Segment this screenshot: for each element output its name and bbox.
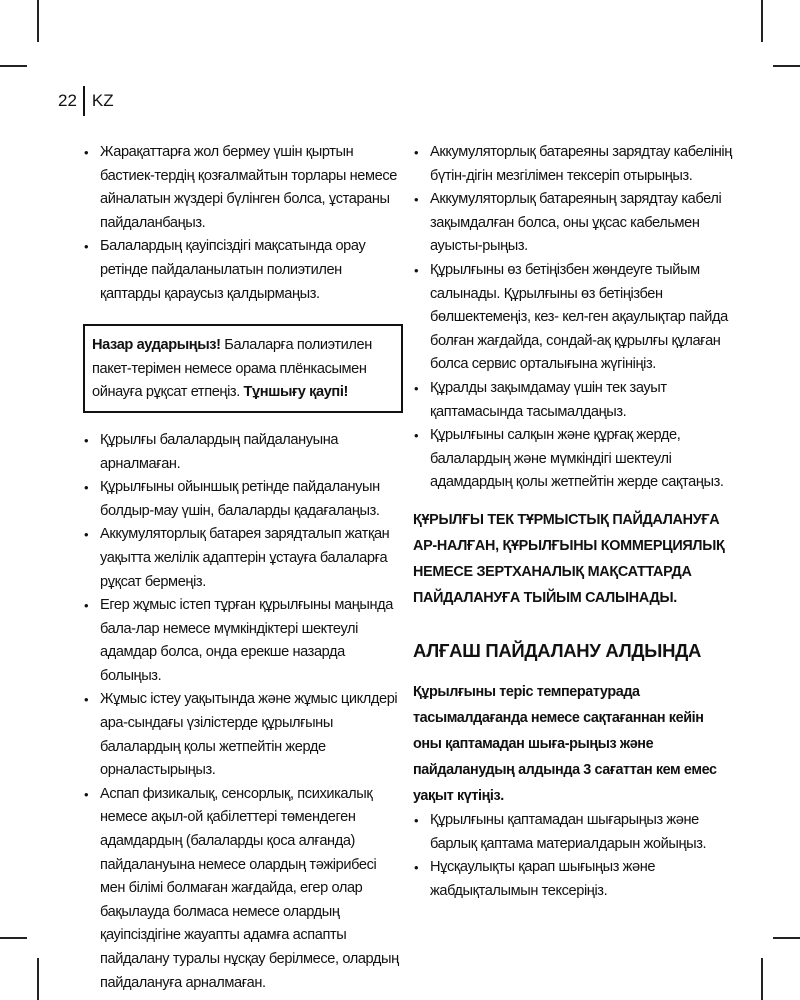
- list-item: • Аккумуляторлық батареяны зарядтау кабелінің бүтін-дігін мезгілімен тексеріп отырыңыз.: [413, 141, 733, 188]
- bullet-list: [83, 429, 403, 995]
- language-code: KZ: [91, 91, 114, 110]
- list-item: • Құрылғыны ойыншық ретінде пайдалануын болдыр-мау үшін, балаларды қадағалаңыз.: [83, 476, 403, 523]
- crop-mark: [761, 958, 763, 1000]
- bullet-list: [413, 809, 733, 903]
- section-title: АЛҒАШ ПАЙДАЛАНУ АЛДЫНДА: [413, 639, 702, 661]
- right-column: [413, 141, 733, 903]
- crop-mark: [0, 937, 27, 939]
- list-item: • Құрылғыны өз бетіңізбен жөндеуге тыйым салынады. Құрылғыны өз бетіңізбен бөлшектемеңіз, кез- кел-ген ақаулықтар пайда болған жағдайда, сондай-ақ құрылғы құлаған болса сервис орталығына жүгініңіз.: [413, 259, 733, 377]
- crop-mark: [773, 65, 800, 67]
- page-header: [58, 86, 114, 116]
- list-item: • Аккумуляторлық батарея зарядталып жатқан уақытта желілік адаптерін ұстауға балаларға рұқсат бермеңіз.: [83, 523, 403, 594]
- page-number: 22: [58, 91, 77, 110]
- crop-mark: [773, 937, 800, 939]
- bullet-list: [413, 141, 733, 495]
- crop-mark: [761, 0, 763, 42]
- bullet-list: [83, 141, 403, 306]
- warning-box: [83, 324, 403, 413]
- usage-notice: ҚҰРЫЛҒЫ ТЕК ТҰРМЫСТЫҚ ПАЙДАЛАНУҒА АР-НАЛҒАН, ҚҰРЫЛҒЫНЫ КОММЕРЦИЯЛЫҚ НЕМЕСЕ ЗЕРТХАНАЛЫҚ МАҚСАТТАРДА ПАЙДАЛАНУҒА ТЫЙЫМ САЛЫНАДЫ.: [413, 511, 725, 606]
- list-item: • Балалардың қауіпсіздігі мақсатында орау ретінде пайдаланылатын полиэтилен қаптарды қараусыз қалдырмаңыз.: [83, 235, 403, 306]
- crop-mark: [37, 958, 39, 1000]
- crop-mark: [0, 65, 27, 67]
- left-column: [83, 141, 403, 995]
- header-divider: [83, 86, 85, 116]
- list-item: • Жарақаттарға жол бермеу үшін қыртын бастиек-тердің қозғалмайтын торлары немесе айналатын жүздері бүлінген болса, ұстараны пайдаланбаңыз.: [83, 141, 403, 235]
- crop-mark: [37, 0, 39, 42]
- warning-lead: Назар аударыңыз!: [92, 337, 221, 354]
- list-item: • Құрылғыны салқын және құрғақ жерде, балалардың және мүмкіндігі шектеулі адамдардың қолы жетпейтін жерде сақтаңыз.: [413, 424, 733, 495]
- list-item: • Жұмыс істеу уақытында және жұмыс циклдері ара-сындағы үзілістерде құрылғыны балалардың қолы жетпейтін жерде орналастырыңыз.: [83, 688, 403, 782]
- list-item: • Нұсқаулықты қарап шығыңыз және жабдықталымын тексеріңіз.: [413, 856, 733, 903]
- list-item: • Аспап физикалық, сенсорлық, психикалық немесе ақыл-ой қабілеттері төмендеген адамдардың (балаларды қоса алғанда) пайдалануына немесе олардың тәжірибесі мен білімі болмаған жағдайда, егер олар бақылауда болмаса немесе олардың қауіпсіздігіне жауапты адамға аспапты пайдалану туралы нұсқау берілмесе, олардың пайдалануға арналмаған.: [83, 783, 403, 995]
- list-item: • Егер жұмыс істеп тұрған құрылғыны маңында бала-лар немесе мүмкіндіктері шектеулі адамдар болса, онда ерекше назарда болыңыз.: [83, 594, 403, 688]
- transport-notice: Құрылғыны теріс температурада тасымалдағанда немесе сақтағаннан кейін оны қаптамадан шыға-рыңыз және пайдаланудың алдында 3 сағаттан кем емес уақыт күтіңіз.: [413, 683, 717, 804]
- warning-text: Балаларға полиэтилен пакет-терімен немесе орама плёнкасымен ойнауға рұқсат етпеңіз.: [92, 337, 372, 401]
- list-item: • Құрылғы балалардың пайдалануына арналмаған.: [83, 429, 403, 476]
- list-item: • Аккумуляторлық батареяның зарядтау кабелі зақымдалған болса, оны ұқсас кабельмен ауысты-рыңыз.: [413, 188, 733, 259]
- list-item: • Құрылғыны қаптамадан шығарыңыз және барлық қаптама материалдарын жойыңыз.: [413, 809, 733, 856]
- warning-tail: Тұншығу қаупі!: [243, 384, 348, 401]
- list-item: • Құралды зақымдамау үшін тек зауыт қаптамасында тасымалдаңыз.: [413, 377, 733, 424]
